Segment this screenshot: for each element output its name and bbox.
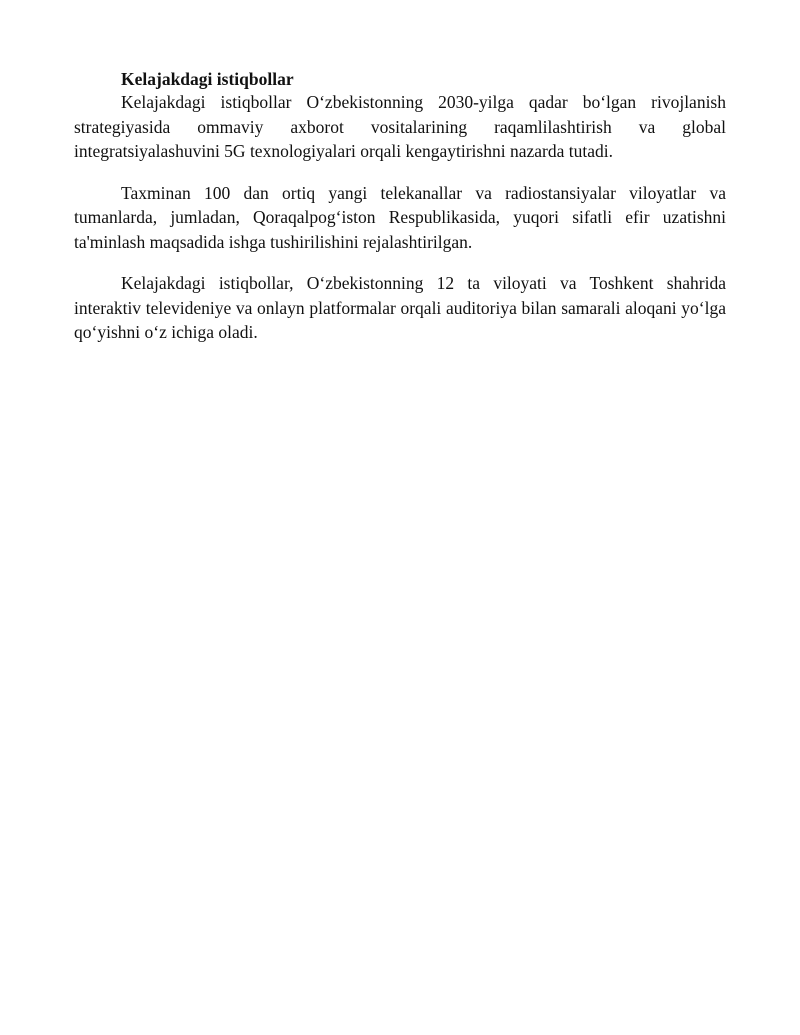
section-heading: Kelajakdagi istiqbollar xyxy=(121,69,294,89)
document-body xyxy=(74,68,726,345)
paragraph-1: Kelajakdagi istiqbollar O‘zbekistonning 2030-yilga qadar bo‘lgan rivojlanish strategiyasida ommaviy axborot vositalarining raqamlilashtirish va global integratsiyalashuvini 5G texnologiyalari orqali kengaytirishni nazarda tutadi. xyxy=(74,92,726,161)
paragraph-2: Taxminan 100 dan ortiq yangi telekanallar va radiostansiyalar viloyatlar va tumanlarda, jumladan, Qoraqalpog‘iston Respublikasida, yuqori sifatli efir uzatishni ta'minlash maqsadida ishga tushirilishini rejalashtirilgan. xyxy=(74,182,726,252)
paragraph-3: Kelajakdagi istiqbollar, O‘zbekistonning 12 ta viloyati va Toshkent shahrida interaktiv televideniye va onlayn platformalar orqali auditoriya bilan samarali aloqani yo‘lga qo‘yishni o‘z ichiga oladi. xyxy=(74,273,726,342)
